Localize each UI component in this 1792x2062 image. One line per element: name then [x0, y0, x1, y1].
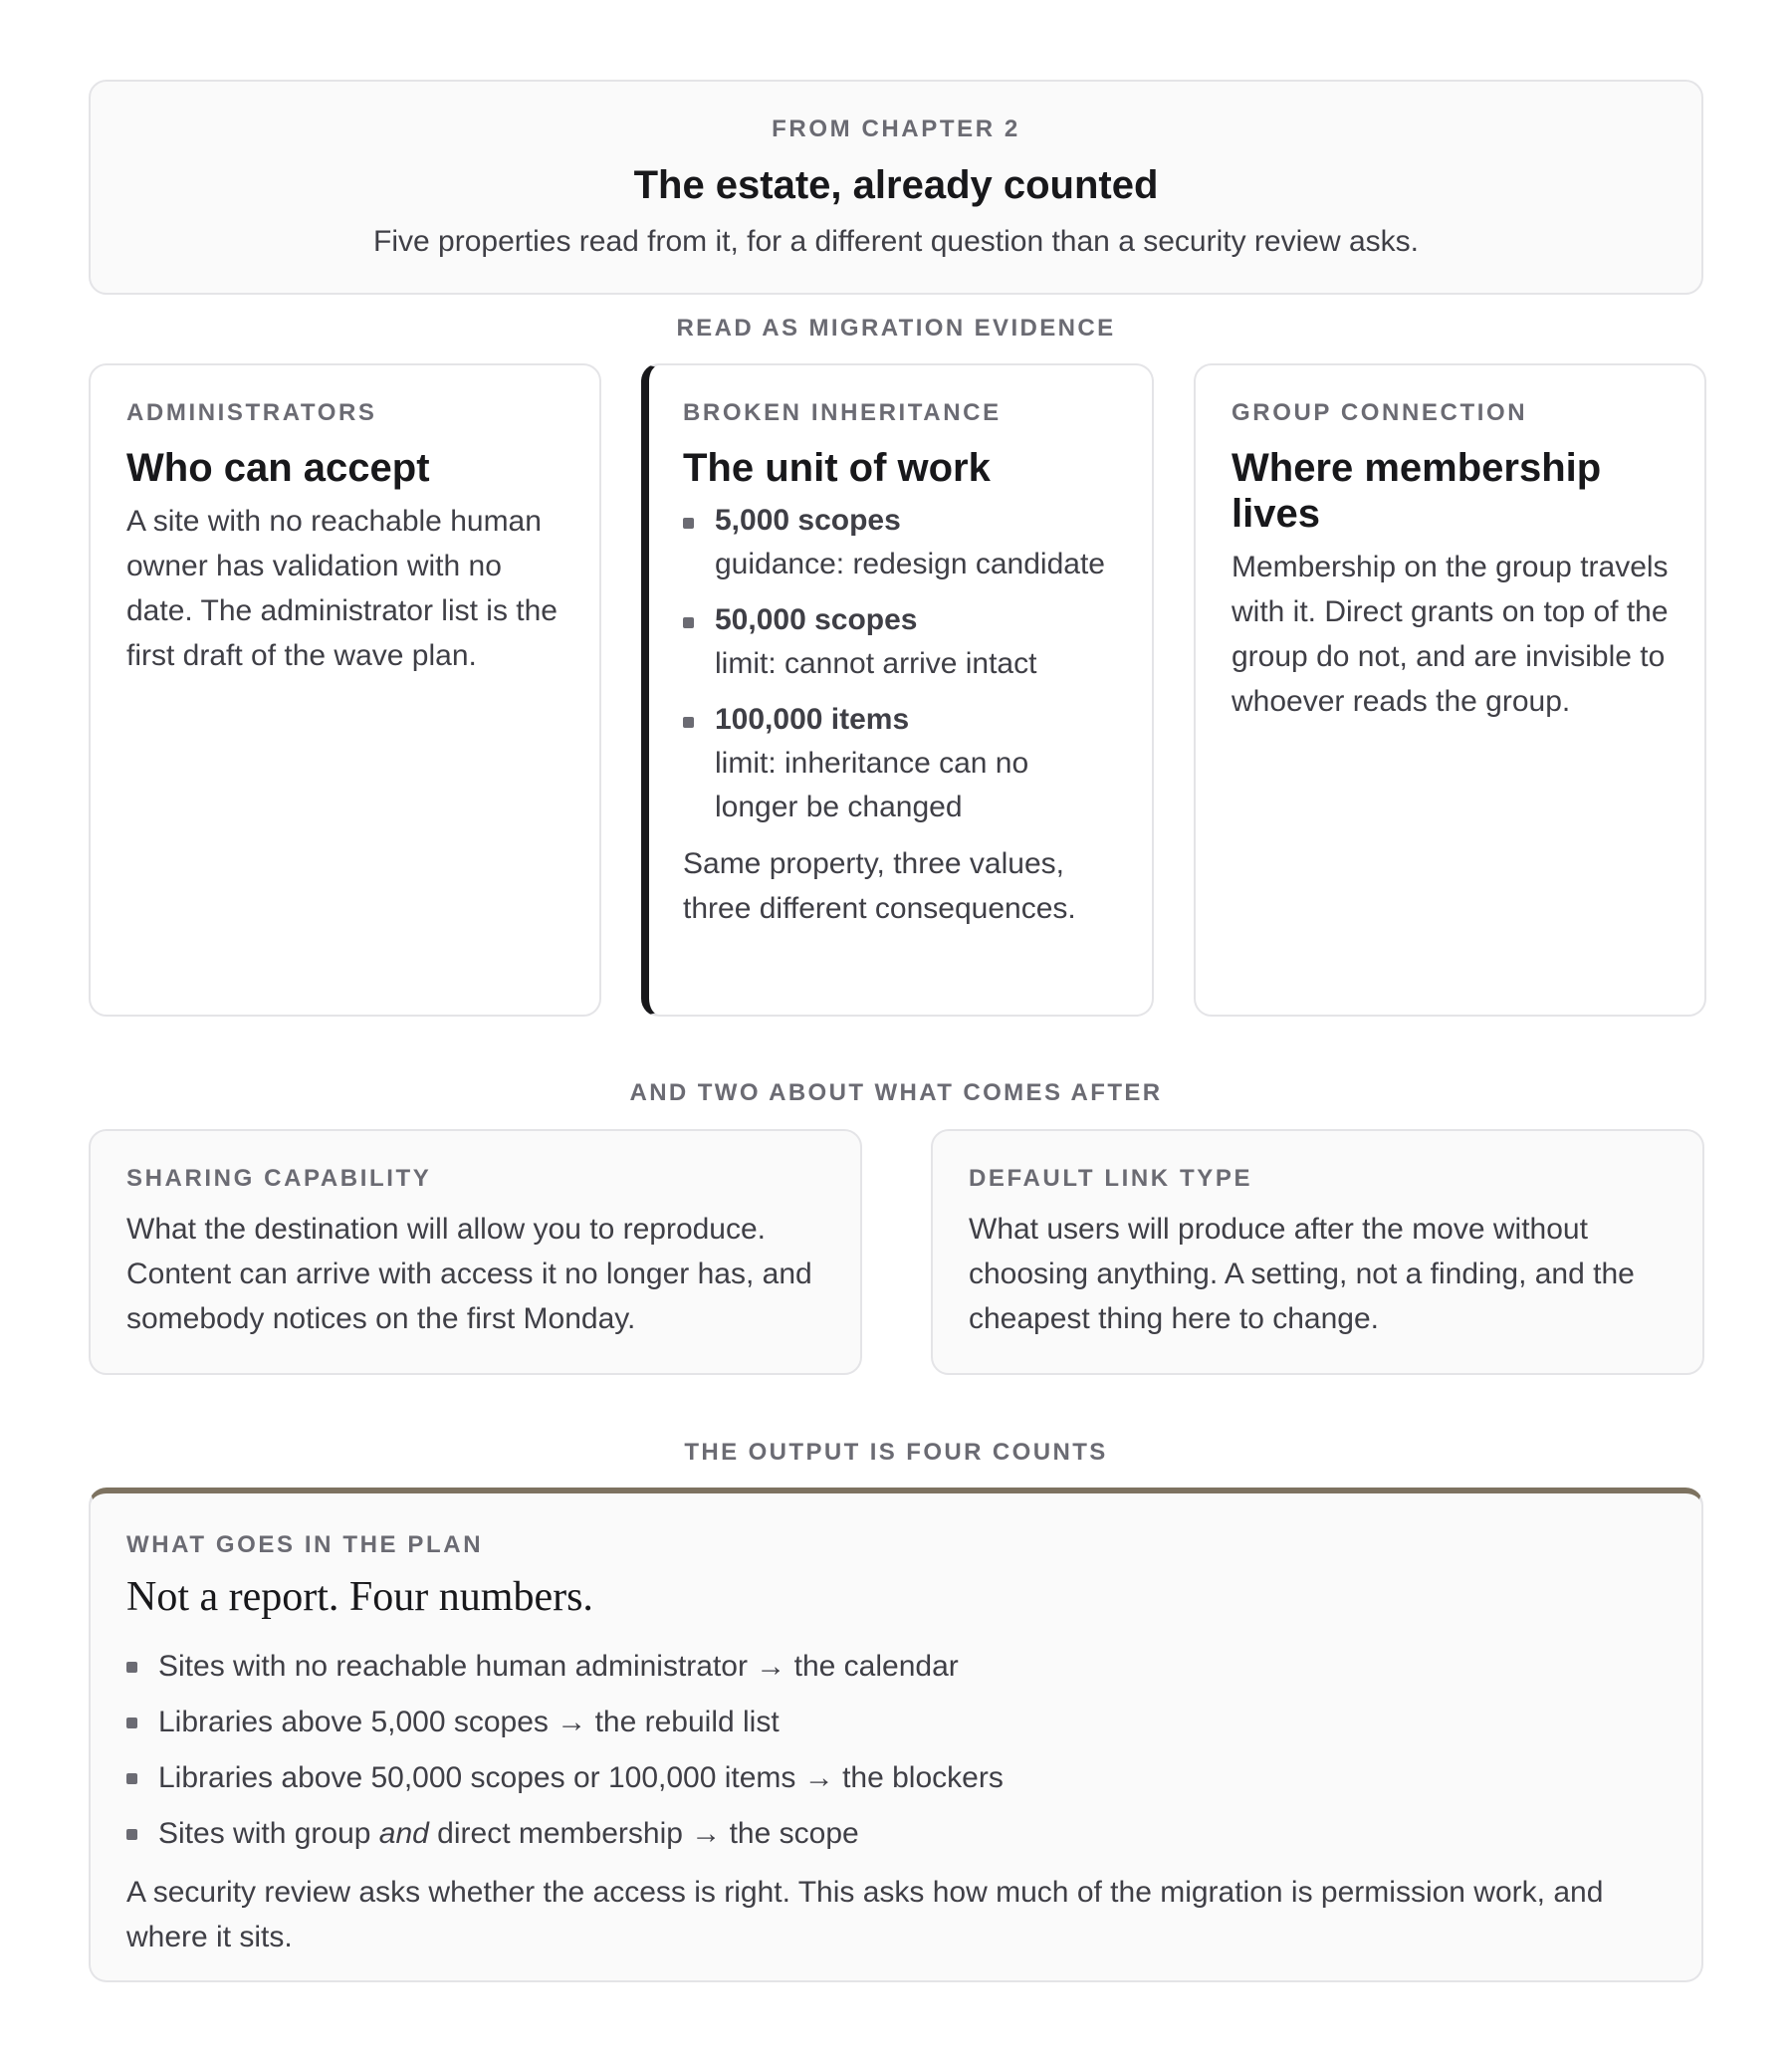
threshold-value: 5,000 scopes [715, 504, 901, 537]
chapter-header [89, 80, 1703, 295]
card-sharing-capability [89, 1129, 862, 1375]
list-item [126, 1806, 1666, 1862]
card-body: Membership on the group travels with it. Direct grants on top of the group do not, and are invisible to whoever reads the group. [1232, 551, 1669, 718]
card-body: What the destination will allow you to reproduce. Content can arrive with access it no longer has, and somebody notices on the first Monday. [126, 1213, 812, 1335]
card-eyebrow: GROUP CONNECTION [1232, 399, 1528, 426]
threshold-note: limit: cannot arrive intact [715, 647, 1037, 680]
card-title: Where membership lives [1232, 446, 1602, 536]
card-eyebrow: SHARING CAPABILITY [126, 1165, 432, 1192]
plan-panel [89, 1488, 1703, 1982]
card-broken-inheritance [641, 363, 1154, 1017]
list-item [683, 598, 1116, 686]
item-text: Sites with group [158, 1817, 379, 1850]
list-item: Libraries above 50,000 scopes or 100,000 items → the blockers [126, 1750, 1666, 1806]
card-body: What users will produce after the move without choosing anything. A setting, not a finding, and the cheapest thing here to change. [969, 1213, 1635, 1335]
threshold-value: 100,000 items [715, 703, 910, 736]
plan-list [126, 1639, 1666, 1862]
card-tail: Same property, three values, three different consequences. [683, 847, 1076, 925]
section-label-evidence: READ AS MIGRATION EVIDENCE [676, 315, 1116, 342]
card-title: The unit of work [683, 446, 991, 490]
card-eyebrow: DEFAULT LINK TYPE [969, 1165, 1253, 1192]
threshold-list [683, 499, 1116, 829]
card-title: Who can accept [126, 446, 430, 490]
card-eyebrow: BROKEN INHERITANCE [683, 399, 1002, 426]
header-title: The estate, already counted [633, 163, 1159, 207]
threshold-note: guidance: redesign candidate [715, 548, 1105, 580]
list-item [683, 499, 1116, 586]
section-label-output: THE OUTPUT IS FOUR COUNTS [684, 1439, 1108, 1466]
header-subtitle: Five properties read from it, for a different question than a security review asks. [373, 225, 1419, 258]
section-label-after: AND TWO ABOUT WHAT COMES AFTER [629, 1079, 1163, 1106]
plan-title: Not a report. Four numbers. [126, 1574, 593, 1620]
header-eyebrow: FROM CHAPTER 2 [772, 115, 1020, 142]
threshold-note: limit: inheritance can no longer be changed [715, 747, 1029, 823]
list-item [683, 698, 1116, 829]
plan-eyebrow: WHAT GOES IN THE PLAN [126, 1531, 484, 1558]
card-eyebrow: ADMINISTRATORS [126, 399, 377, 426]
plan-closing: A security review asks whether the access is right. This asks how much of the migration is permission work, and where it sits. [126, 1876, 1604, 1953]
card-body: A site with no reachable human owner has validation with no date. The administrator list is the first draft of the wave plan. [126, 505, 558, 672]
list-item: Libraries above 5,000 scopes → the rebuild list [126, 1695, 1666, 1750]
item-emphasis: and [378, 1817, 429, 1850]
list-item: Sites with no reachable human administrator → the calendar [126, 1639, 1666, 1695]
card-group-connection [1194, 363, 1706, 1017]
card-default-link-type [931, 1129, 1704, 1375]
threshold-value: 50,000 scopes [715, 603, 918, 636]
item-text: direct membership → the scope [428, 1817, 859, 1850]
card-administrators [89, 363, 601, 1017]
